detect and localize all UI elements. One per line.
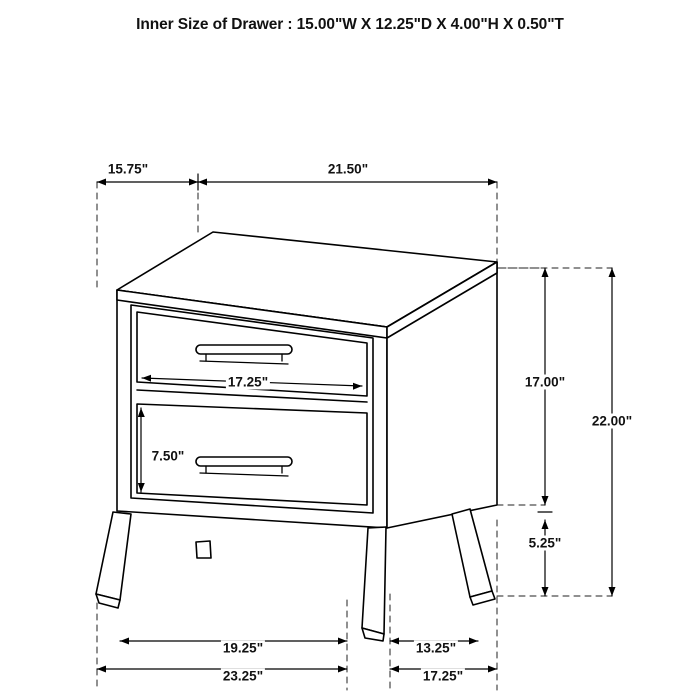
- dimension-label-lower-drawer-height: 7.50": [151, 448, 185, 464]
- dimension-label-overall-depth: 17.25": [422, 668, 464, 684]
- dimension-label-overall-width: 23.25": [222, 668, 264, 684]
- dimension-label-overall-height: 22.00": [591, 413, 633, 429]
- dimension-label-top-left-depth: 15.75": [107, 161, 149, 177]
- dimension-label-base-front-width: 19.25": [222, 640, 264, 656]
- dimension-label-upper-drawer-width: 17.25": [227, 374, 269, 390]
- dimension-label-cabinet-height: 17.00": [524, 374, 566, 390]
- dimension-label-leg-height: 5.25": [528, 535, 562, 551]
- page-title: Inner Size of Drawer : 15.00"W X 12.25"D X 4.00"H X 0.50"T: [136, 16, 564, 33]
- dimension-label-base-side-depth: 13.25": [415, 640, 457, 656]
- dimension-label-top-width: 21.50": [327, 161, 369, 177]
